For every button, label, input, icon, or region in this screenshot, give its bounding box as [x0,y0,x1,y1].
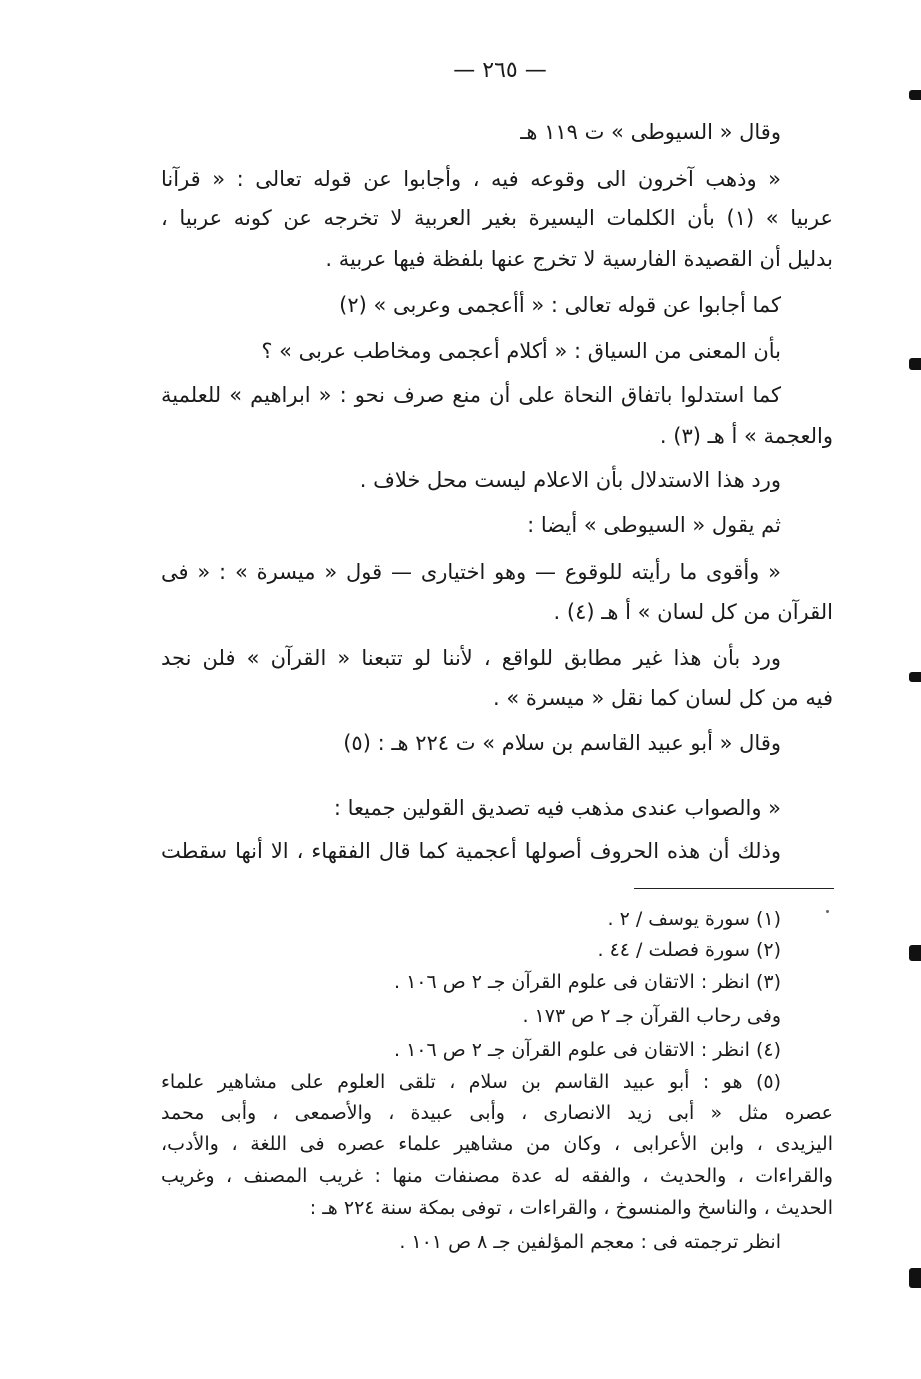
body-line-13: ورد بأن هذا غير مطابق للواقع ، لأننا لو تتبعنا « القرآن » فلن نجد [161,646,781,670]
body-line-8: والعجمة » أ هـ (٣) . [659,424,833,448]
body-line-5: كما أجابوا عن قوله تعالى : « أأعجمى وعربى » (٢) [339,293,781,317]
footnote-5-line-1: (٥) هو : أبو عبيد القاسم بن سلام ، تلقى العلوم على مشاهير علماء [161,1071,781,1093]
footnote-3: (٣) انظر : الاتقان فى علوم القرآن جـ ٢ ص ١٠٦ . [394,971,781,993]
footnote-1: (١) سورة يوسف / ٢ . [607,908,781,930]
footnote-5-line-3: اليزيدى ، وابن الأعرابى ، وكان من مشاهير علماء عصره فى اللغة ، والأدب، [161,1133,833,1155]
scan-edge-mark-4 [909,945,921,961]
body-line-12: القرآن من كل لسان » أ هـ (٤) . [553,600,833,624]
body-line-3: عربيا » (١) بأن الكلمات اليسيرة بغير العربية لا تخرجه عن كونه عربيا ، [161,206,833,230]
footnote-4: (٤) انظر : الاتقان فى علوم القرآن جـ ٢ ص ١٠٦ . [394,1039,781,1061]
body-line-4: بدليل أن القصيدة الفارسية لا تخرج عنها بلفظة فيها عربية . [325,247,833,271]
body-line-2: « وذهب آخرون الى وقوعه فيه ، وأجابوا عن قوله تعالى : « قرآنا [161,167,781,191]
footnote-5-line-6: انظر ترجمته فى : معجم المؤلفين جـ ٨ ص ١٠١ . [399,1231,781,1253]
body-line-10: ثم يقول « السيوطى » أيضا : [527,513,781,537]
scan-edge-mark-5 [909,1268,921,1288]
footnote-5-line-4: والقراءات ، والحديث ، والفقه له عدة مصنفات منها : غريب المصنف ، وغريب [161,1165,833,1187]
footnote-5-line-5: الحديث ، والناسخ والمنسوخ ، والقراءات ، توفى بمكة سنة ٢٢٤ هـ : [309,1197,833,1219]
body-line-9: ورد هذا الاستدلال بأن الاعلام ليست محل خلاف . [359,468,781,492]
body-line-16: « والصواب عندى مذهب فيه تصديق القولين جميعا : [333,796,781,820]
footnote-separator [634,888,834,889]
body-line-7: كما استدلوا باتفاق النحاة على أن منع صرف نحو : « ابراهيم » للعلمية [161,383,781,407]
scan-speck [826,910,829,913]
page-number: — ٢٦٥ — [453,58,547,83]
footnote-5-line-2: عصره مثل « أبى زيد الانصارى ، وأبى عبيدة ، والأصمعى ، وأبى محمد [161,1102,833,1124]
footnote-3-cont: وفى رحاب القرآن جـ ٢ ص ١٧٣ . [522,1005,781,1027]
scan-edge-mark-3 [909,672,921,682]
body-line-1: وقال « السيوطى » ت ١١٩ هـ [520,120,781,144]
body-line-17: وذلك أن هذه الحروف أصولها أعجمية كما قال الفقهاء ، الا أنها سقطت [161,839,781,863]
scan-edge-mark-1 [909,90,921,100]
body-line-6: بأن المعنى من السياق : « أكلام أعجمى ومخاطب عربى » ؟ [261,339,781,363]
footnote-2: (٢) سورة فصلت / ٤٤ . [597,939,781,961]
scan-edge-mark-2 [909,358,921,370]
body-line-15: وقال « أبو عبيد القاسم بن سلام » ت ٢٢٤ هـ : (٥) [343,731,781,755]
body-line-11: « وأقوى ما رأيته للوقوع — وهو اختيارى — قول « ميسرة » : « فى [161,560,781,584]
body-line-14: فيه من كل لسان كما نقل « ميسرة » . [493,686,833,710]
